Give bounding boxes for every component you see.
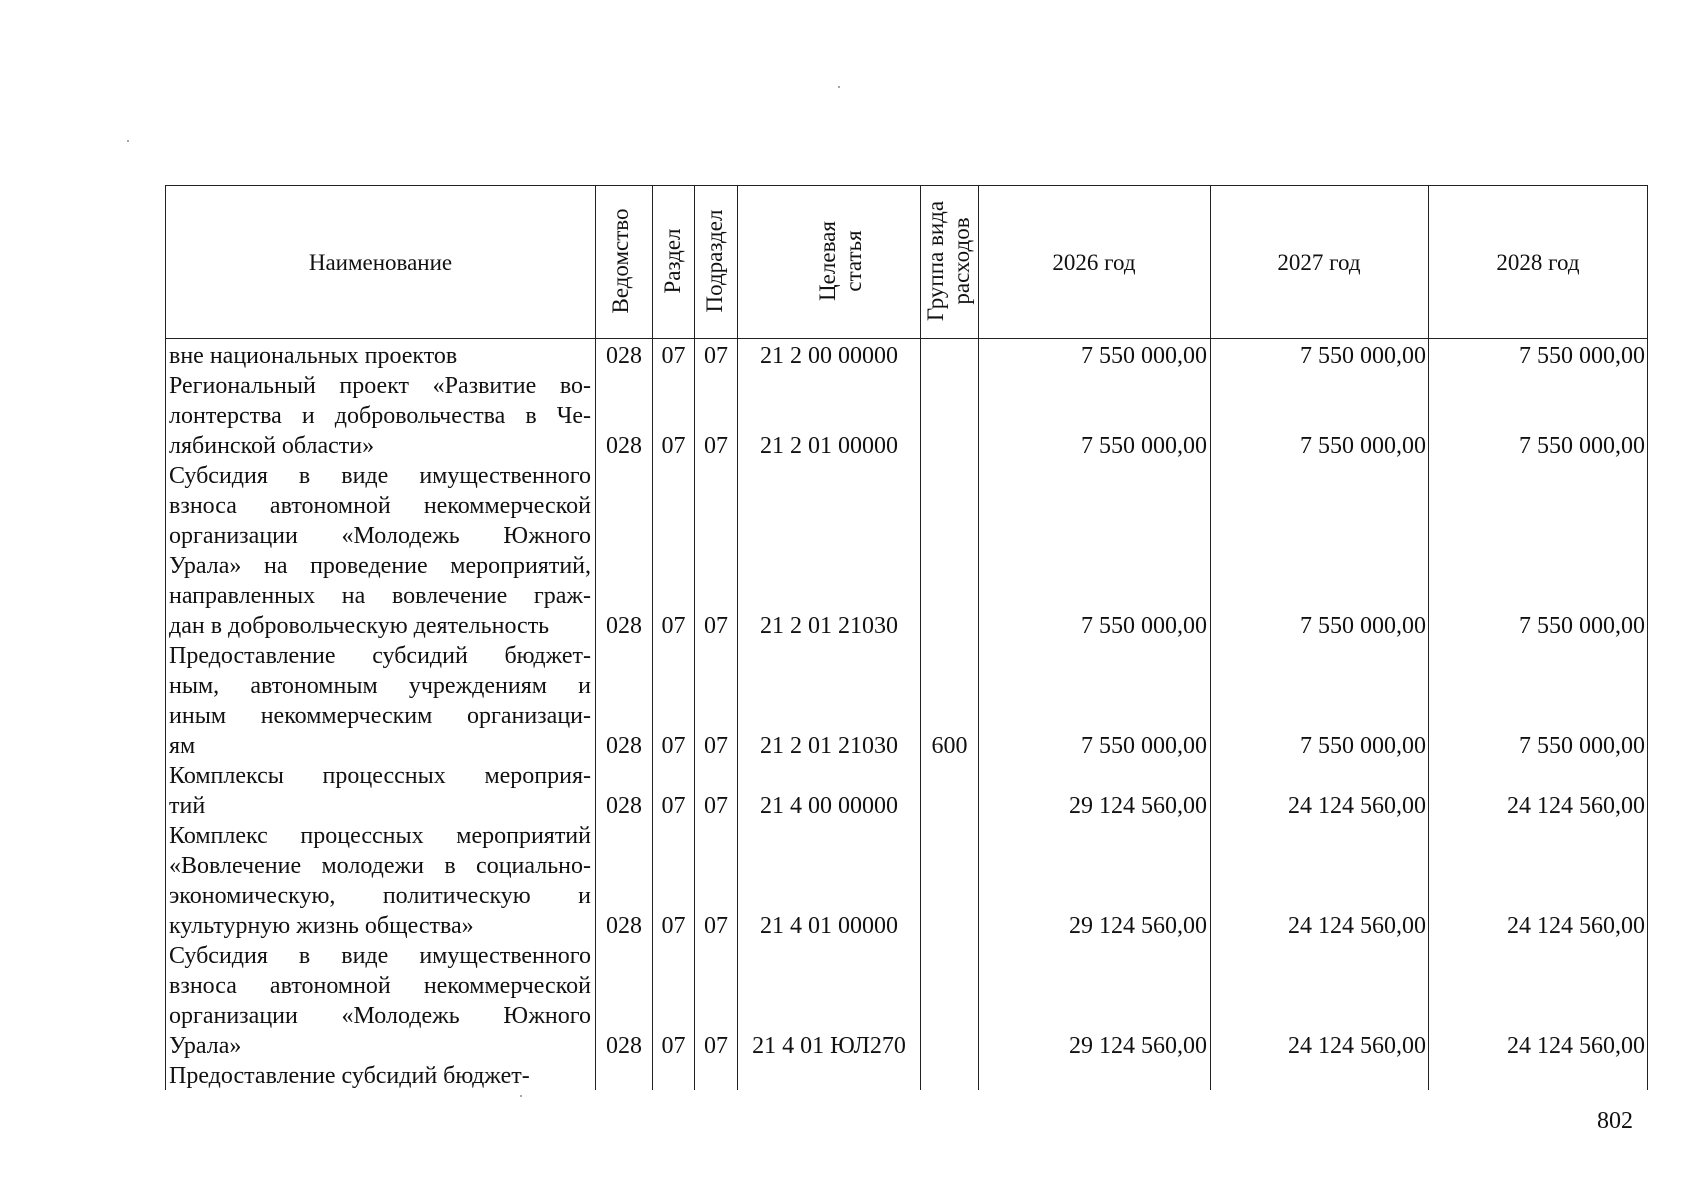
row-name-line: Комплекс процессных мероприятий [169, 823, 591, 849]
row-podrazdel: 07 [704, 613, 728, 639]
scan-speck [127, 140, 129, 142]
row-name-line: Урала» на проведение мероприятий, [169, 553, 591, 579]
row-name-line: Субсидия в виде имущественного [169, 943, 591, 969]
row-y2027: 24 124 560,00 [1288, 913, 1426, 939]
row-group: 600 [931, 733, 968, 759]
row-name-line: Субсидия в виде имущественного [169, 463, 591, 489]
row-name-line: организации «Молодежь Южного [169, 1003, 591, 1029]
row-y2028: 24 124 560,00 [1507, 913, 1645, 939]
header-tselevaya-line2: статья [841, 230, 866, 292]
row-y2028: 24 124 560,00 [1507, 1033, 1645, 1059]
row-y2028: 7 550 000,00 [1519, 433, 1645, 459]
row-ved: 028 [606, 613, 642, 639]
row-name-line: Комплексы процессных мероприя- [169, 763, 591, 789]
row-y2028: 7 550 000,00 [1519, 343, 1645, 369]
row-name-line: организации «Молодежь Южного [169, 523, 591, 549]
row-podrazdel: 07 [704, 343, 728, 369]
column-border [920, 185, 921, 1090]
row-name-line: Региональный проект «Развитие во- [169, 373, 591, 399]
row-y2026: 7 550 000,00 [1081, 433, 1207, 459]
row-razdel: 07 [661, 433, 686, 459]
row-y2028: 24 124 560,00 [1507, 793, 1645, 819]
row-y2028: 7 550 000,00 [1519, 613, 1645, 639]
row-name-line: ным, автономным учреждениям и [169, 673, 591, 699]
row-y2027: 7 550 000,00 [1300, 613, 1426, 639]
row-article: 21 2 01 21030 [760, 733, 898, 759]
row-name-line: дан в добровольческую деятельность [169, 613, 550, 639]
column-border [165, 185, 166, 1090]
row-name-line: Предоставление субсидий бюджет- [169, 1063, 530, 1089]
column-border [1647, 185, 1648, 1090]
header-vedomstvo: Ведомство [608, 208, 633, 314]
row-article: 21 2 00 00000 [760, 343, 898, 369]
row-y2027: 7 550 000,00 [1300, 433, 1426, 459]
row-name-line: лябинской области» [169, 433, 375, 459]
row-y2027: 24 124 560,00 [1288, 1033, 1426, 1059]
row-name-line: ям [169, 733, 196, 759]
row-podrazdel: 07 [704, 733, 728, 759]
header-2027: 2027 год [1277, 250, 1361, 275]
row-ved: 028 [606, 733, 642, 759]
row-ved: 028 [606, 343, 642, 369]
page-number: 802 [1597, 1108, 1633, 1134]
row-razdel: 07 [661, 1033, 686, 1059]
row-name-line: взноса автономной некоммерческой [169, 493, 591, 519]
row-razdel: 07 [661, 613, 686, 639]
row-name-line: иным некоммерческим организаци- [169, 703, 591, 729]
row-razdel: 07 [661, 343, 686, 369]
row-name-line: Урала» [169, 1033, 242, 1059]
row-name-line: тий [169, 793, 206, 819]
header-gruppa-line1: Группа вида [923, 200, 948, 322]
row-name-line: направленных на вовлечение граж- [169, 583, 591, 609]
row-y2026: 7 550 000,00 [1081, 733, 1207, 759]
row-y2026: 7 550 000,00 [1081, 343, 1207, 369]
row-ved: 028 [606, 793, 642, 819]
header-2028: 2028 год [1496, 250, 1580, 275]
row-name-line: вне национальных проектов [169, 343, 458, 369]
row-y2027: 24 124 560,00 [1288, 793, 1426, 819]
row-y2026: 7 550 000,00 [1081, 613, 1207, 639]
header-tselevaya-line1: Целевая [815, 221, 840, 301]
row-article: 21 4 01 ЮЛ270 [752, 1033, 906, 1059]
row-y2027: 7 550 000,00 [1300, 733, 1426, 759]
header-razdel: Раздел [660, 228, 685, 294]
row-ved: 028 [606, 1033, 642, 1059]
row-ved: 028 [606, 913, 642, 939]
row-razdel: 07 [661, 913, 686, 939]
row-name-line: культурную жизнь общества» [169, 913, 474, 939]
row-podrazdel: 07 [704, 913, 728, 939]
row-article: 21 4 00 00000 [760, 793, 898, 819]
header-gruppa-line2: расходов [949, 217, 974, 305]
header-name: Наименование [308, 250, 453, 275]
row-y2026: 29 124 560,00 [1069, 793, 1207, 819]
row-article: 21 4 01 00000 [760, 913, 898, 939]
row-name-line: экономическую, политическую и [169, 883, 591, 909]
scan-speck [838, 86, 840, 88]
row-name-line: взноса автономной некоммерческой [169, 973, 591, 999]
row-article: 21 2 01 21030 [760, 613, 898, 639]
row-name-line: Предоставление субсидий бюджет- [169, 643, 591, 669]
row-name-line: «Вовлечение молодежи в социально- [169, 853, 591, 879]
row-razdel: 07 [661, 733, 686, 759]
row-y2028: 7 550 000,00 [1519, 733, 1645, 759]
header-podrazdel: Подраздел [702, 209, 727, 313]
row-razdel: 07 [661, 793, 686, 819]
header-2026: 2026 год [1052, 250, 1136, 275]
row-y2026: 29 124 560,00 [1069, 1033, 1207, 1059]
row-article: 21 2 01 00000 [760, 433, 898, 459]
row-podrazdel: 07 [704, 433, 728, 459]
row-ved: 028 [606, 433, 642, 459]
row-y2027: 7 550 000,00 [1300, 343, 1426, 369]
row-podrazdel: 07 [704, 1033, 728, 1059]
row-y2026: 29 124 560,00 [1069, 913, 1207, 939]
row-name-line: лонтерства и добровольчества в Че- [169, 403, 591, 429]
scan-speck [520, 1095, 522, 1097]
row-podrazdel: 07 [704, 793, 728, 819]
